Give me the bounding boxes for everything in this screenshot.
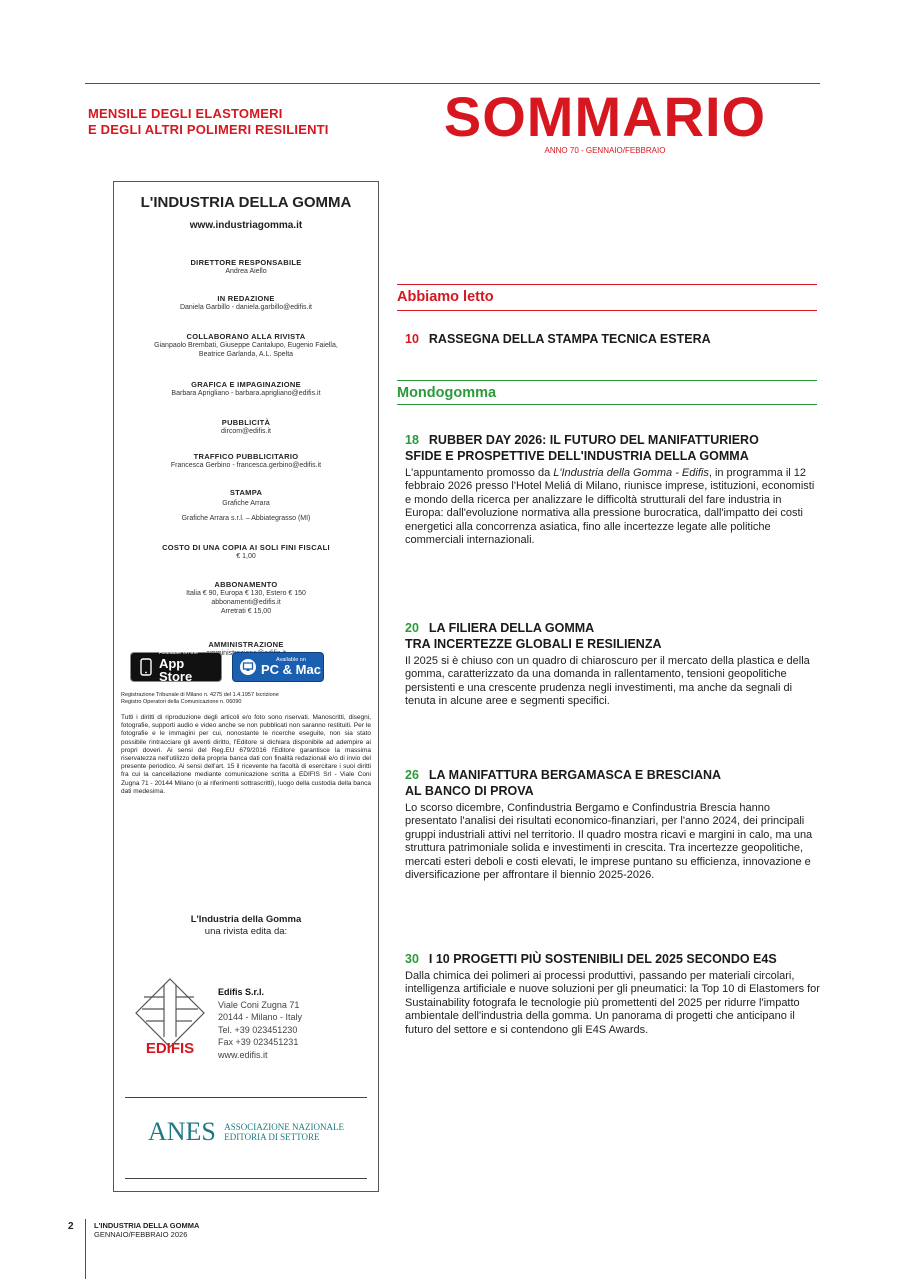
credit-role: TRAFFICO PUBBLICITARIO xyxy=(193,452,299,461)
toc-entry-30[interactable] xyxy=(405,951,820,1037)
page-number: 20 xyxy=(405,621,419,635)
publisher-tel: Tel. +39 023451230 xyxy=(218,1024,298,1035)
credit-director xyxy=(114,258,378,276)
credit-traffic xyxy=(114,452,378,470)
entry-summary: Lo scorso dicembre, Confindustria Bergamo e Confindustria Brescia hanno presentato l'analisi dei risultati economico-finanziari, per l'anno 2024, dei principali gruppi industriali attivi nel territorio. Il quadro mostra ricavi e margini in calo, ma una struttura patrimoniale solida e investimenti in crescita. Tra incertezze geopolitiche, mercati esteri deboli e costi elevati, le imprese puntano su efficienza, innovazione e diversificazione per affrontare il biennio 2025-2026. xyxy=(405,802,813,882)
app-store-small: Available on the xyxy=(158,650,199,657)
credit-role: COSTO DI UNA COPIA AI SOLI FINI FISCALI xyxy=(162,543,330,552)
publisher-name: Edifis S.r.l. xyxy=(218,987,265,997)
pc-mac-big: PC & Mac xyxy=(261,662,321,678)
credit-name: Beatrice Garlanda, A.L. Spelta xyxy=(198,351,294,358)
entry-title-line2: AL BANCO DI PROVA xyxy=(405,784,534,798)
credit-advertising xyxy=(114,418,378,436)
publisher-web[interactable]: www.edifis.it xyxy=(218,1049,268,1060)
app-store-badge[interactable] xyxy=(130,652,222,682)
footer-page-number: 2 xyxy=(68,1221,74,1232)
entry-summary-em: L'Industria della Gomma - Edifis xyxy=(553,467,709,479)
anes-logo-big: ANES xyxy=(147,1117,216,1146)
credit-name: Grafiche Arrara s.r.l. – Abbiategrasso (MI) xyxy=(181,515,311,522)
edifis-logo xyxy=(134,977,206,1055)
magazine-subtitle xyxy=(88,106,408,138)
masthead-divider xyxy=(125,1178,367,1179)
credit-name: Daniela Garbillo - daniela.garbillo@edifis.it xyxy=(179,304,312,311)
entry-title-line1: I 10 PROGETTI PIÙ SOSTENIBILI DEL 2025 SECONDO E4S xyxy=(428,952,777,966)
entry-summary xyxy=(405,467,820,547)
credit-role: STAMPA xyxy=(229,488,263,497)
section-abbiamo-letto: Abbiamo letto xyxy=(397,289,494,305)
credit-role: COLLABORANO ALLA RIVISTA xyxy=(186,332,306,341)
page-number: 10 xyxy=(405,332,419,346)
monitor-icon xyxy=(239,657,257,677)
section-rule-bottom xyxy=(397,310,817,311)
credit-name: Francesca Gerbino - francesca.gerbino@edifis.it xyxy=(170,462,322,469)
publisher-intro-title: L'Industria della Gomma xyxy=(190,914,302,925)
publisher-intro xyxy=(114,914,378,938)
credit-role: ABBONAMENTO xyxy=(214,580,278,589)
masthead-box xyxy=(113,181,379,1192)
registration-line2: Registro Operatori della Comunicazione n. 06090 xyxy=(121,699,242,705)
credit-name: dircom@edifis.it xyxy=(221,428,271,435)
footer-date: GENNAIO/FEBBRAIO 2026 xyxy=(94,1230,188,1239)
anes-logo xyxy=(114,1117,378,1147)
entry-title-line2: SFIDE E PROSPETTIVE DELL'INDUSTRIA DELLA GOMMA xyxy=(405,449,749,463)
entry-title-line1: RUBBER DAY 2026: IL FUTURO DEL MANIFATTURIERO xyxy=(428,433,759,447)
entry-title-line2: TRA INCERTEZZE GLOBALI E RESILIENZA xyxy=(405,637,662,651)
page-number: 30 xyxy=(405,952,419,966)
section-rule-top xyxy=(397,284,817,285)
toc-entry-10[interactable] xyxy=(405,331,820,347)
toc-entry-18[interactable] xyxy=(405,432,820,547)
credit-name: Italia € 90, Europa € 130, Estero € 150 xyxy=(186,590,306,597)
credit-name: € 1,00 xyxy=(236,553,256,560)
page-number: 26 xyxy=(405,768,419,782)
credit-editorial xyxy=(114,294,378,312)
pc-mac-badge[interactable] xyxy=(232,652,324,682)
masthead-title: L'INDUSTRIA DELLA GOMMA xyxy=(140,194,352,211)
credit-name: Gianpaolo Brembati, Giuseppe Cantalupo, Eugenio Faiella, xyxy=(154,342,338,349)
publisher-fax: Fax +39 023451231 xyxy=(218,1037,299,1047)
page-title: SOMMARIO xyxy=(443,85,767,148)
credit-printing xyxy=(114,488,378,523)
toc-entry-20[interactable] xyxy=(405,620,820,709)
section-rule-bottom xyxy=(397,404,817,405)
entry-summary: Dalla chimica dei polimeri ai processi produttivi, passando per materiali circolari, intelligenza artificiale e nuove soluzioni per gli pneumatici: la Top 10 di Elastomers for Sustainability fotografa le tecnologie più promettenti del 2025 per ridurre l'impatto ambientale dell'industria della gomma. Un panorama di progetti che anticipano il futuro del settore e si contendono gli E4S Awards. xyxy=(405,970,820,1036)
credit-name: Grafiche Arrara xyxy=(222,500,270,507)
publisher-address: Viale Coni Zugna 71 xyxy=(218,999,300,1010)
credit-role: DIRETTORE RESPONSABILE xyxy=(190,258,302,267)
entry-summary-b: , in programma il 12 febbraio 2026 presso l'Hotel Meliá di Milano, riunisce imprese, istituzioni, economisti e mondo della ricerca per analizzare le difficoltà strutturali del fare industria in Europa: dall'evoluzione normativa alla pressione burocratica, dall'impatto dei costi energetici alla concorrenza asiatica, fino alle incertezze legate alle politiche commerciali internazionali. xyxy=(405,467,815,547)
credit-name: Arretrati € 15,00 xyxy=(220,608,272,615)
footer-divider xyxy=(85,1219,86,1279)
masthead-divider xyxy=(125,1097,367,1098)
issue-label: ANNO 70 - GENNAIO/FEBBRAIO xyxy=(544,146,666,155)
page-number: 18 xyxy=(405,433,419,447)
publisher-intro-sub: una rivista edita da: xyxy=(204,926,288,937)
entry-title-line1: LA FILIERA DELLA GOMMA xyxy=(428,621,595,635)
credit-role: IN REDAZIONE xyxy=(217,294,275,303)
masthead-website[interactable]: www.industriagomma.it xyxy=(189,220,303,231)
credit-role: PUBBLICITÀ xyxy=(221,418,271,427)
registration-line1: Registrazione Tribunale di Milano n. 4275 del 1.4.1957 Iscrizione xyxy=(121,692,279,698)
publisher-city: 20144 - Milano - Italy xyxy=(218,1012,303,1022)
entry-summary: Il 2025 si è chiuso con un quadro di chiaroscuro per il mercato della plastica e della gomma, caratterizzato da una domanda in rallentamento, tensioni geopolitiche persistenti e una crescente prudenza negli investimenti, ma anche da segnali di tenuta in alcune aree e segmenti specifici. xyxy=(405,655,810,708)
entry-summary-a: L'appuntamento promosso da xyxy=(405,467,554,479)
credit-name: Andrea Aiello xyxy=(225,268,267,275)
edifis-logo-text: EDIFIS xyxy=(145,1040,195,1055)
footer-title: L'INDUSTRIA DELLA GOMMA xyxy=(94,1221,200,1230)
rights-notice: Tutti i diritti di riproduzione degli articoli e/o foto sono riservati. Manoscritti, disegni, fotografie, supporti audio e video anche se non pubblicati non saranno restituiti. Per le fotografie e le immagini per cui, nonostante le ricerche eseguite, non sia stato possibile rintracciare gli aventi diritto, l'Editore si dichiara disponibile ad adempire ai propri doveri. Ai sensi del Reg.EU 679/2016 l'Editore garantisce la massima riservatezza nell'utilizzo della propria banca dati con finalità redazionali e/o di invio del presente periodico. Ai sensi dell'art. 15 il ricevente ha facoltà di esercitare i suoi diritti fra cui la cancellazione mediante comunicazione scritta a EDIFIS Srl - Viale Coni Zugna 71 - 20144 Milano (o ai riferimenti sottrascritti), luogo della custodia della banca dati medesima. xyxy=(121,714,371,795)
credit-contributors xyxy=(114,332,378,359)
credit-subscription xyxy=(114,580,378,616)
header-top-rule xyxy=(85,83,820,84)
magazine-subtitle-line2: E DEGLI ALTRI POLIMERI RESILIENTI xyxy=(88,122,329,137)
toc-entry-26[interactable] xyxy=(405,767,820,882)
anes-logo-line1: ASSOCIAZIONE NAZIONALE xyxy=(224,1122,345,1132)
credit-cost xyxy=(114,543,378,561)
app-store-big: App Store xyxy=(158,655,193,684)
pc-mac-small: Available on xyxy=(276,656,306,663)
anes-logo-line2: EDITORIA DI SETTORE xyxy=(224,1132,320,1142)
credit-role: AMMINISTRAZIONE xyxy=(208,640,284,649)
credit-graphics xyxy=(114,380,378,398)
credit-role: GRAFICA E IMPAGINAZIONE xyxy=(191,380,301,389)
entry-title-line1: LA MANIFATTURA BERGAMASCA E BRESCIANA xyxy=(428,768,722,782)
credit-name: abbonamenti@edifis.it xyxy=(211,599,281,606)
credit-name: Barbara Aprigliano - barbara.aprigliano@edifis.it xyxy=(171,390,321,397)
publisher-details xyxy=(218,986,302,1061)
section-rule-top xyxy=(397,380,817,381)
magazine-subtitle-line1: MENSILE DEGLI ELASTOMERI xyxy=(88,106,283,121)
entry-title: RASSEGNA DELLA STAMPA TECNICA ESTERA xyxy=(428,332,711,346)
phone-icon xyxy=(137,657,155,677)
section-mondogomma: Mondogomma xyxy=(397,385,497,401)
registration-info xyxy=(121,692,371,706)
